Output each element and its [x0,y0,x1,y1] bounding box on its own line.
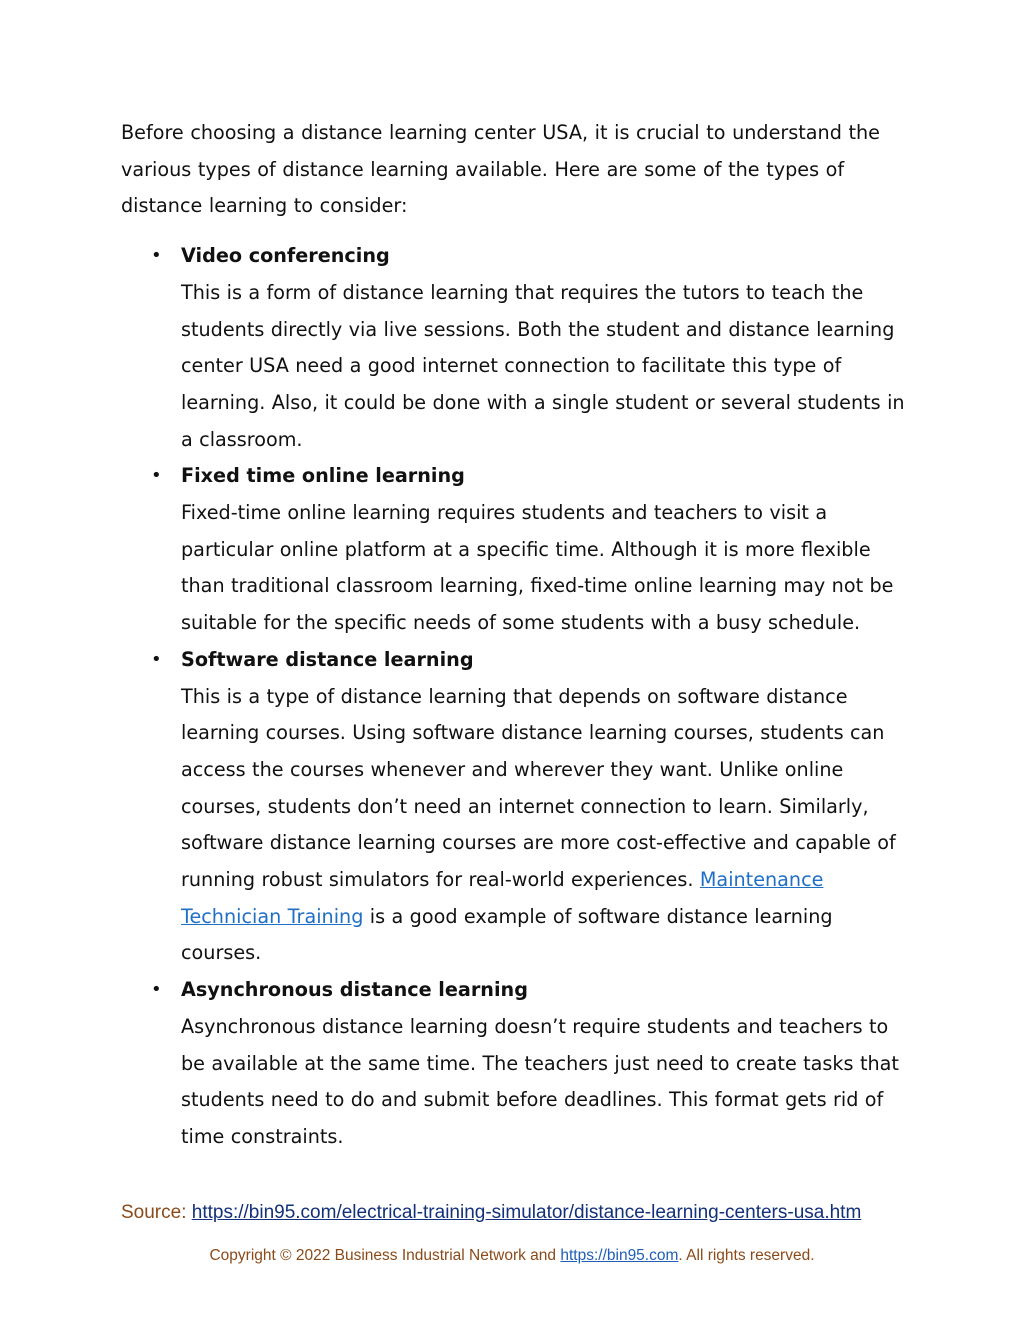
copyright-footer [0,1247,1024,1265]
item-body: Asynchronous distance learning doesn’t require students and teachers to be available at the same time. The teachers just need to create tasks that students need to do and submit before deadlines. This format gets rid of time constraints. [181,1014,899,1148]
item-body: Fixed-time online learning requires students and teachers to visit a particular online platform at a specific time. Although it is more flexible than traditional classroom learning, fixed-time online learning may not be suitable for the specific needs of some students with a busy schedule. [181,501,894,635]
copyright-link[interactable]: https://bin95.com [560,1247,679,1264]
bullet-icon: • [151,245,162,267]
maintenance-training-link[interactable]: Maintenance Technician Training [181,868,824,928]
item-body-wrapper [181,679,911,973]
copyright-suffix: . All rights reserved. [678,1247,815,1264]
bullet-icon: • [151,979,162,1001]
item-body: This is a type of distance learning that depends on software distance learning courses. Using software distance learning courses, students can access the courses whenever and wherever they want. Unlike online courses, students don’t need an internet connection to learn. Similarly, software distance learning courses are more cost-effective and capable of running robust simulators for real-world experiences. [181,684,896,892]
item-title: Asynchronous distance learning [181,978,528,1002]
item-title: Video conferencing [181,244,390,268]
bullet-icon: • [151,465,162,487]
item-body-continued: is a good example of software distance learning courses. [181,904,833,965]
list-item-software [121,642,911,972]
source-label: Source: [121,1202,187,1223]
source-line [121,1202,861,1224]
item-title: Software distance learning [181,647,474,671]
intro-paragraph: Before choosing a distance learning center USA, it is crucial to understand the various types of distance learning available. Here are some of the types of distance learning to consider: [121,121,880,218]
learning-types-list [121,238,911,1156]
list-item-asynchronous [121,972,911,1156]
copyright-prefix: Copyright © 2022 Business Industrial Network and [209,1247,557,1264]
list-item-fixed-time [121,458,911,642]
list-item-video-conferencing [121,238,911,458]
item-title: Fixed time online learning [181,464,465,488]
document-page [121,115,911,1156]
bullet-icon: • [151,648,162,670]
item-body: This is a form of distance learning that requires the tutors to teach the students directly via live sessions. Both the student and distance learning center USA need a good internet connection to facilitate this type of learning. Also, it could be done with a single student or several students in a classroom. [181,280,905,451]
source-link[interactable]: https://bin95.com/electrical-training-simulator/distance-learning-centers-usa.htm [191,1202,862,1223]
